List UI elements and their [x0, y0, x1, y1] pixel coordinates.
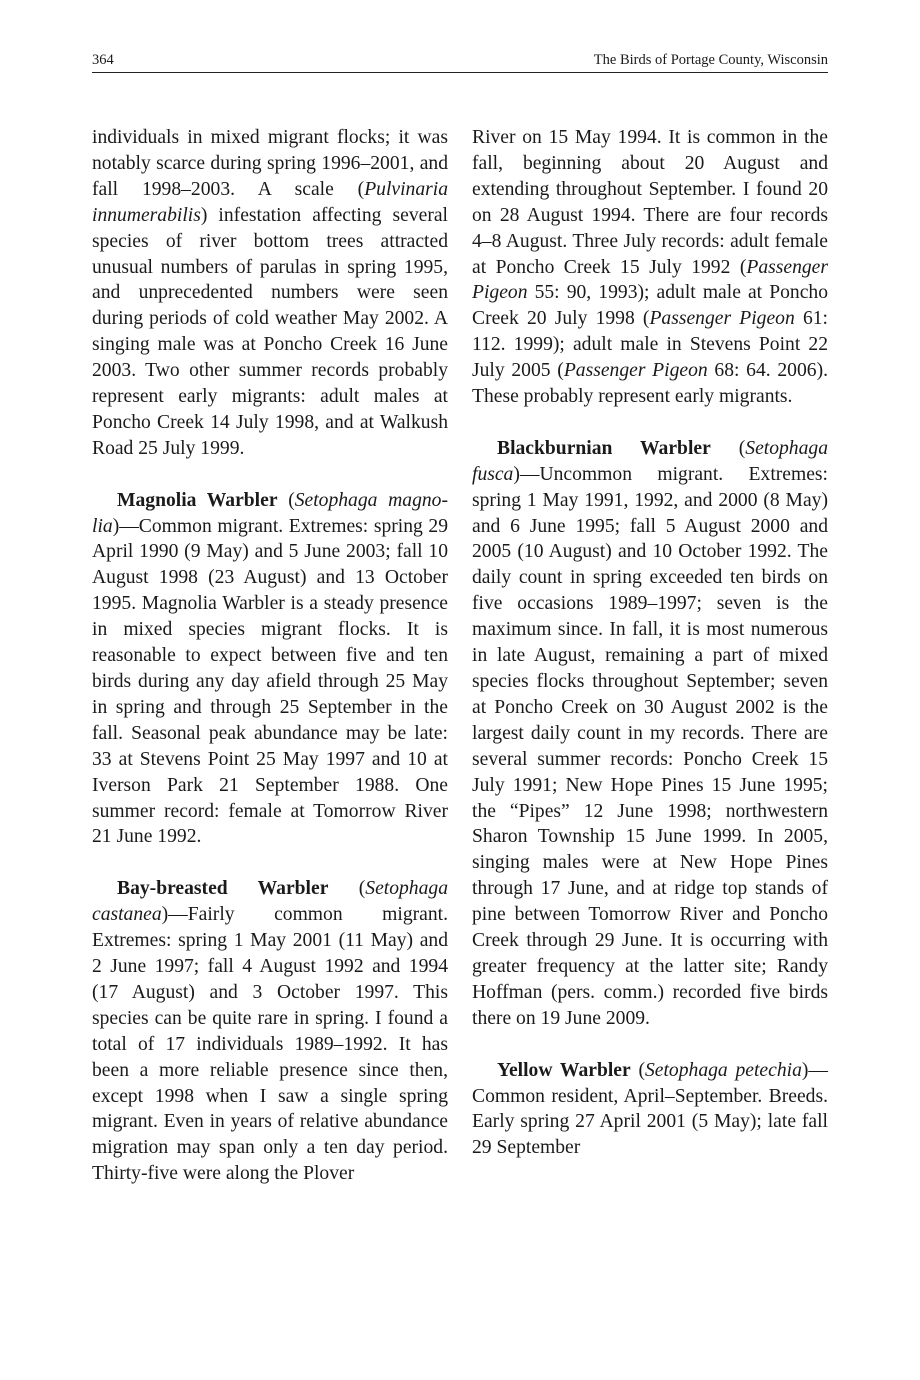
paragraph-text: 68: 64. 2006). These probably represent early migrants.: [472, 360, 828, 408]
scientific-name: Setophaga castanea: [92, 878, 448, 926]
scientific-name: Setophaga petechia: [645, 1059, 802, 1081]
running-header: [92, 50, 828, 73]
paragraph-text: )—Fairly common migrant. Extremes: spring 1 May 2001 (11 May) and 2 June 1997; fall 4 August 1992 and 1994 (17 August) and 3 October 1997. This species can be quite rare in spring. I found a total of 17 individuals 1989–1992. It has been a more reliable presence since then, except 1998 when I saw a single spring migrant. Even in years of relative abundance migration may span only a ten day period. Thirty-five were along the Plover: [92, 904, 448, 1185]
scientific-name: Setophaga magnolia: [92, 489, 448, 537]
paragraph-text: 55: 90, 1993); adult male at Poncho Creek 20 July 1998 (: [472, 282, 828, 330]
species-entry: [472, 1058, 828, 1162]
paragraph-text: )—Uncommon migrant. Extremes: spring 1 May 1991, 1992, and 2000 (8 May) and 6 June 1995; fall 5 August 2000 and 2005 (10 August) and 10 October 1992. The daily count in spring exceeded ten birds on five occasions 1989–1997; seven is the maximum since. In fall, it is most numerous in late August, remaining a part of mixed species flocks throughout September; seven at Poncho Creek on 30 August 2002 is the largest daily count in my records. There are several summer records: Poncho Creek 15 July 1991; New Hope Pines 15 June 1995; the “Pipes” 12 June 1998; northwestern Sharon Township 15 June 1999. In 2005, singing males were at New Hope Pines through 17 June, and at ridge top stands of pine between Tomorrow River and Poncho Creek through 29 June. It is occurring with greater frequency at the latter site; Randy Hoffman (pers. comm.) recorded five birds there on 19 June 2009.: [472, 463, 828, 1029]
scientific-name: Passenger Pigeon: [649, 308, 795, 330]
continued-paragraph: [472, 125, 828, 410]
paragraph-text: 61: 112. 1999); adult male in Stevens Point 22 July 2005 (: [472, 308, 828, 382]
paragraph-text: )—Common migrant. Extremes: spring 29 April 1990 (9 May) and 5 June 2003; fall 10 August 1998 (23 August) and 13 October 1995. Magnolia Warbler is a steady presence in mixed species migrant flocks. It is reasonable to expect between five and ten birds during any day afield through 25 May in spring and through 25 September in the fall. Seasonal peak abundance may be late: 33 at Stevens Point 25 May 1997 and 10 at Iverson Park 21 September 1988. One summer record: female at Tomorrow River 21 June 1992.: [92, 515, 448, 848]
continued-paragraph: [92, 125, 448, 462]
species-name: Blackburnian Warbler: [497, 437, 711, 459]
species-entry: [92, 876, 448, 1187]
species-name: Magnolia Warbler: [117, 489, 278, 511]
species-name: Yellow Warbler: [497, 1059, 631, 1081]
paragraph-text: ) infestation affecting several species of river bottom trees attracted unusual numbers of parulas in spring 1995, and unprecedented numbers were seen during periods of cold weather May 2002. A singing male was at Poncho Creek 16 June 2003. Two other summer records probably represent early migrants: adult males at Poncho Creek 14 July 1998, and at Walkush Road 25 July 1999.: [92, 204, 448, 459]
right-column: [472, 125, 828, 1161]
page-number: 364: [92, 52, 114, 68]
paragraph-text: (: [630, 1059, 645, 1081]
species-entry: [472, 436, 828, 1032]
species-name: Bay-breasted Warbler: [117, 878, 329, 900]
paragraph-text: (: [277, 489, 295, 511]
paragraph-text: )—Common resident, April–September. Breeds. Early spring 27 April 2001 (5 May); late fall 29 September: [472, 1059, 828, 1159]
paragraph-text: individuals in mixed migrant flocks; it was notably scarce during spring 1996–2001, and fall 1998–2003. A scale (: [92, 127, 448, 200]
scientific-name: Passenger Pigeon: [563, 360, 708, 382]
paragraph-text: River on 15 May 1994. It is common in the fall, beginning about 20 August and extending throughout September. I found 20 on 28 August 1994. There are four records 4–8 August. Three July records: adult female at Poncho Creek 15 July 1992 (: [472, 127, 828, 278]
scientific-name: Pulvinaria innumerabilis: [92, 178, 448, 226]
species-entry: [92, 488, 448, 851]
paragraph-text: (: [328, 878, 366, 900]
scientific-name: Setophaga fusca: [472, 437, 828, 485]
scientific-name: Passenger Pigeon: [472, 256, 828, 304]
paragraph-text: (: [710, 437, 746, 459]
book-title: The Birds of Portage County, Wisconsin: [593, 52, 828, 68]
left-column: [92, 125, 448, 1187]
